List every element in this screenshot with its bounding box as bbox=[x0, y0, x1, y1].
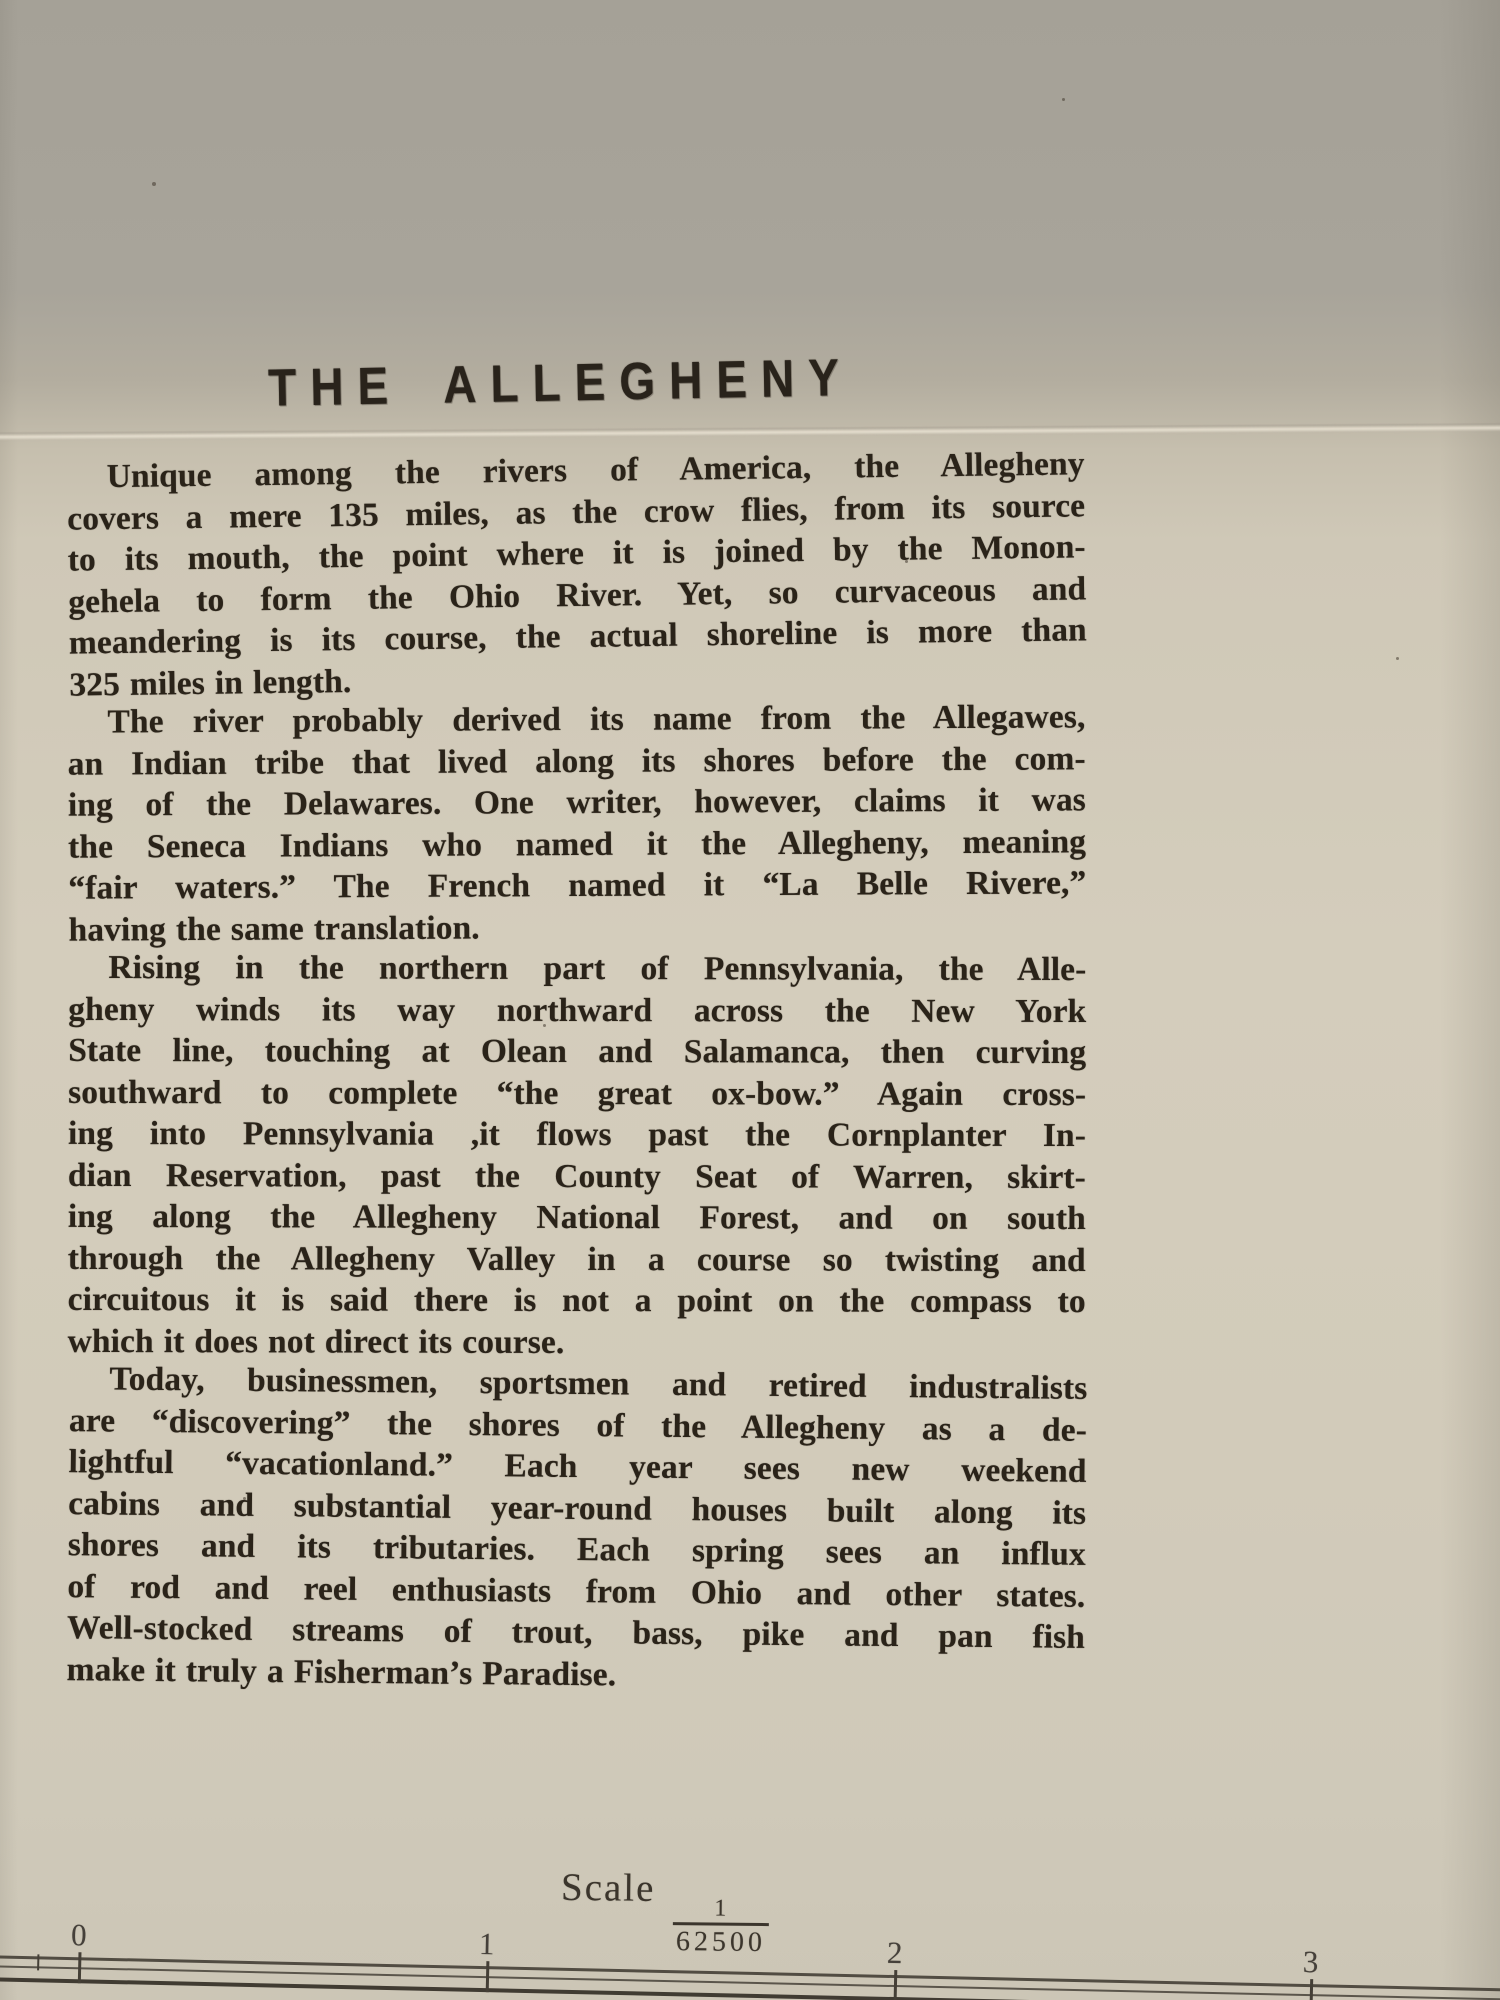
text-line: ing of the Delawares. One writer, however, claims it was bbox=[67, 781, 1086, 824]
paper-crease bbox=[0, 423, 1500, 440]
scale-bar-line bbox=[0, 1976, 1500, 2000]
scale-bar-tick-label: 1 bbox=[478, 1925, 495, 1962]
text-line: gehela to form the Ohio River. Yet, so curvaceous and bbox=[68, 569, 1087, 621]
text-line: make it truly a Fisherman’s Paradise. bbox=[66, 1650, 617, 1693]
paper-speck bbox=[1062, 98, 1065, 101]
text-line: 325 miles in length. bbox=[69, 662, 352, 704]
text-line: circuitous it is said there is not a point on the compass to bbox=[67, 1280, 1086, 1321]
scale-bar-tick-label: 0 bbox=[70, 1917, 88, 1953]
text-line: dian Reservation, past the County Seat of Warren, skirt- bbox=[67, 1156, 1086, 1196]
scale-label: Scale bbox=[560, 1865, 656, 1910]
text-line: Today, businessmen, sportsmen and retired industralists bbox=[109, 1360, 1088, 1407]
text-line: of rod and reel enthusiasts from Ohio and other states. bbox=[67, 1567, 1086, 1615]
paragraph bbox=[67, 696, 1086, 950]
paragraph bbox=[66, 443, 1087, 705]
scale-bar-tick-label: 3 bbox=[1302, 1943, 1319, 1980]
text-line: the Seneca Indians who named it the Allegheny, meaning bbox=[68, 822, 1087, 866]
text-line: ing into Pennsylvania ,it flows past the Cornplanter In- bbox=[68, 1114, 1087, 1155]
text-line: which it does not direct its course. bbox=[67, 1322, 565, 1361]
paragraph bbox=[68, 947, 1087, 1364]
scale-bar-tick-label: 2 bbox=[886, 1934, 903, 1971]
scale-fraction bbox=[673, 1896, 770, 1957]
text-line: lightful “vacationland.” Each year sees new weekend bbox=[68, 1443, 1087, 1490]
text-line: ing along the Allegheny National Forest, and on south bbox=[67, 1197, 1086, 1238]
text-line: having the same translation. bbox=[68, 909, 480, 949]
scale-bar-subtick bbox=[37, 1954, 39, 1970]
text-line: an Indian tribe that lived along its shores before the com- bbox=[67, 739, 1086, 783]
text-line: Well-stocked streams of trout, bass, pike and pan fish bbox=[66, 1609, 1086, 1656]
page-title: THE ALLEGHENY bbox=[267, 347, 854, 418]
scale-fraction-numerator: 1 bbox=[714, 1895, 729, 1922]
text-line: southward to complete “the great ox-bow.” Again cross- bbox=[68, 1073, 1087, 1113]
text-line: Rising in the northern part of Pennsylvania, the Alle- bbox=[108, 949, 1087, 989]
text-line: State line, touching at Olean and Salamanca, then curving bbox=[68, 1031, 1087, 1072]
text-line: The river probably derived its name from the Allegawes, bbox=[107, 698, 1086, 741]
paper-speck bbox=[152, 182, 156, 186]
scale-bar-line bbox=[0, 1954, 1500, 1995]
text-line: cabins and substantial year-round houses built along its bbox=[68, 1484, 1087, 1532]
paper-speck bbox=[1396, 657, 1399, 660]
text-line: “fair waters.” The French named it “La Belle Rivere,” bbox=[68, 864, 1087, 907]
text-line: covers a mere 135 miles, as the crow flies, from its source bbox=[66, 486, 1086, 538]
text-line: are “discovering” the shores of the Allegheny as a de- bbox=[68, 1401, 1088, 1449]
text-line: to its mouth, the point where it is joined by the Monon- bbox=[67, 528, 1086, 579]
paragraph bbox=[66, 1358, 1087, 1700]
text-line: gheny winds its way northward across the New York bbox=[68, 990, 1087, 1030]
scale-bar-tick bbox=[894, 1970, 898, 2000]
text-line: Unique among the rivers of America, the Allegheny bbox=[106, 445, 1085, 496]
article-body bbox=[66, 445, 1088, 1695]
scale-bar-tick bbox=[1310, 1979, 1314, 2000]
text-line: shores and its tributaries. Each spring sees an influx bbox=[67, 1526, 1086, 1573]
text-line: meandering is its course, the actual shoreline is more than bbox=[68, 611, 1088, 662]
scale-fraction-denominator: 62500 bbox=[673, 1922, 769, 1957]
text-line: through the Allegheny Valley in a course so twisting and bbox=[67, 1239, 1086, 1279]
